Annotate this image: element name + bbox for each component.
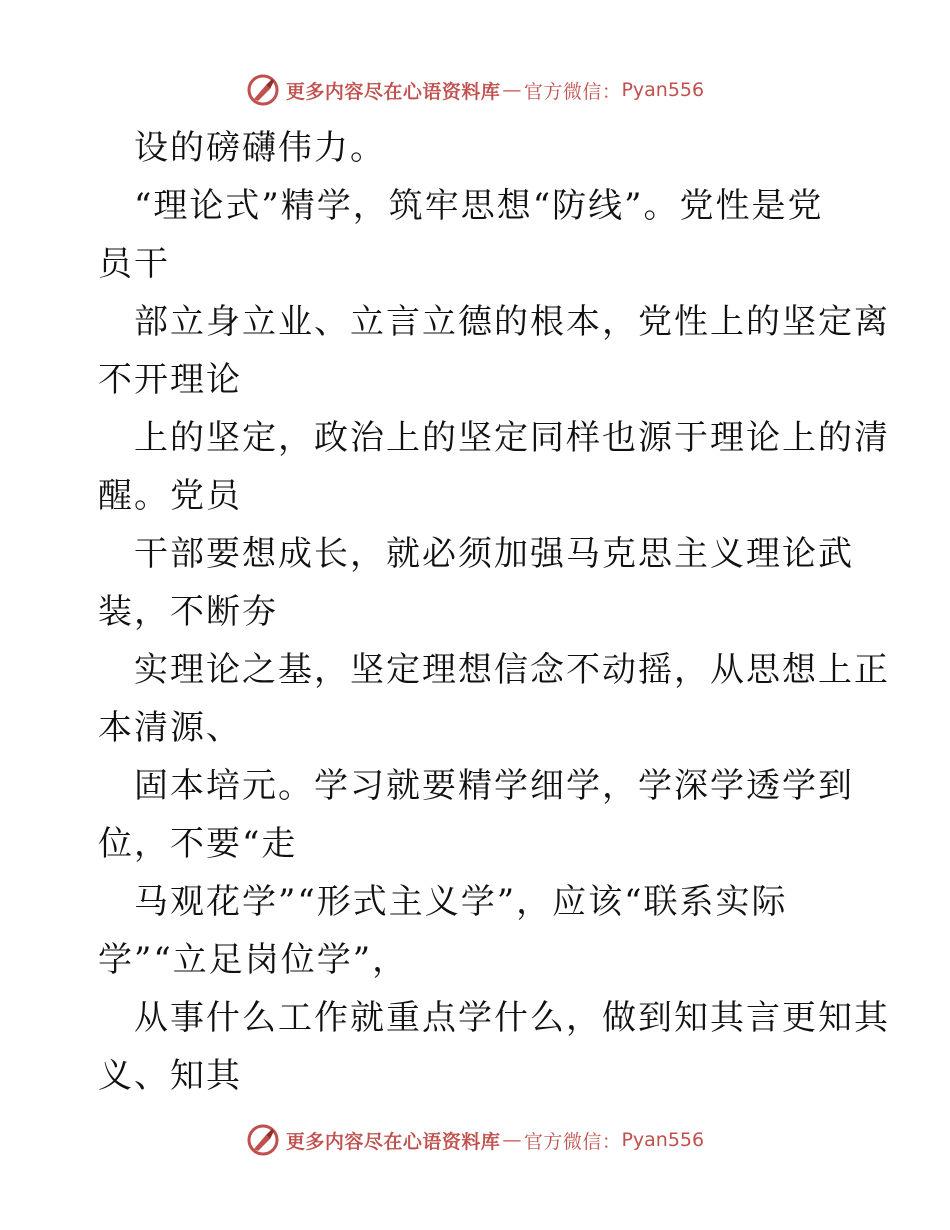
watermark-separator: — xyxy=(502,1129,522,1151)
text-line: 马观花学”“形式主义学”，应该“联系实际 xyxy=(134,882,788,922)
text-line: 实理论之基，坚定理想信念不动摇，从思想上正 xyxy=(134,650,890,690)
watermark-id: Pyan556 xyxy=(621,79,705,101)
pen-nib-circle-icon xyxy=(246,73,280,107)
text-line: 本清源、 xyxy=(98,708,242,748)
text-line: “理论式”精学，筑牢思想“防线”。党性是党 xyxy=(134,186,824,226)
pen-nib-circle-icon xyxy=(246,1123,280,1157)
text-line: 员干 xyxy=(98,244,170,284)
text-line: 部立身立业、立言立德的根本，党性上的坚定离 xyxy=(134,302,890,342)
text-line: 设的磅礴伟力。 xyxy=(134,128,386,168)
text-line: 上的坚定，政治上的坚定同样也源于理论上的清 xyxy=(134,418,890,458)
watermark-id: Pyan556 xyxy=(621,1129,705,1151)
text-line: 学”“立足岗位学”， xyxy=(98,940,409,980)
header-watermark xyxy=(0,70,950,110)
watermark-text: 更多内容尽在心语资料库 xyxy=(285,80,501,103)
text-line: 干部要想成长，就必须加强马克思主义理论武 xyxy=(134,534,854,574)
text-line: 从事什么工作就重点学什么，做到知其言更知其 xyxy=(134,998,890,1038)
watermark-suffix: 官方微信： xyxy=(523,80,622,103)
text-line: 装，不断夯 xyxy=(98,592,278,632)
text-line: 固本培元。学习就要精学细学，学深学透学到 xyxy=(134,766,854,806)
text-line: 醒。党员 xyxy=(98,476,242,516)
text-line: 不开理论 xyxy=(98,360,242,400)
watermark-suffix: 官方微信： xyxy=(523,1130,622,1153)
watermark-text: 更多内容尽在心语资料库 xyxy=(285,1130,501,1153)
text-line: 位，不要“走 xyxy=(98,824,298,864)
footer-watermark xyxy=(0,1120,950,1160)
watermark-separator: — xyxy=(502,79,522,101)
text-line: 义、知其 xyxy=(98,1056,242,1096)
